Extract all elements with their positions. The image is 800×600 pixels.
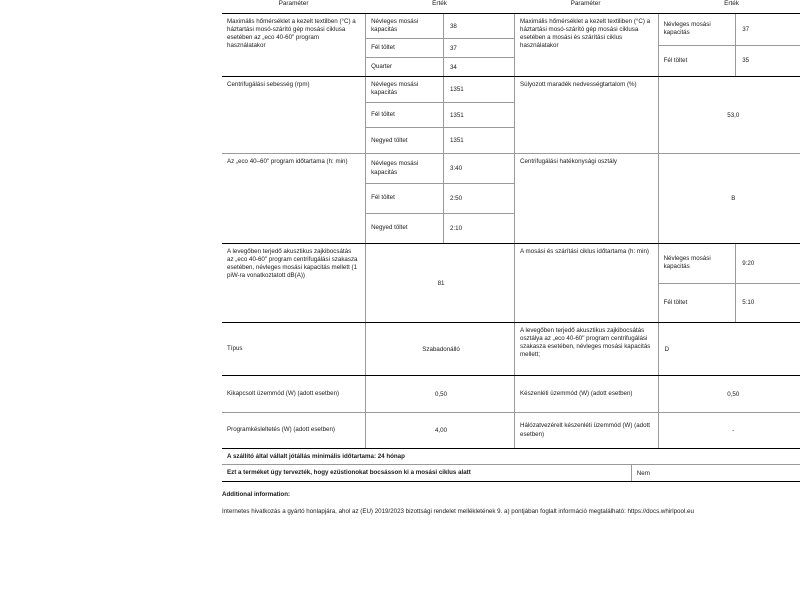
table-row [222,243,800,322]
label-nominal-capacity: Névleges mosási kapacitás [663,21,711,37]
additional-information-title: Additional information: [222,491,291,499]
label-half-load: Fél töltet [371,44,395,52]
table-header [222,0,800,13]
value-airborne-noise: 81 [365,244,514,322]
label-nominal-capacity: Névleges mosási kapacitás [371,160,419,176]
label-quarter-load: Negyed töltet [371,224,408,232]
label-half-load: Fél töltet [371,194,395,202]
value-duration-nominal: 3:40 [443,154,514,183]
value-max-temp-wd-half: 35 [735,46,800,77]
label-quarter-load: Negyed töltet [371,136,408,144]
param-standby-mode: Készenléti üzemmód (W) (adott esetben) [520,389,633,397]
value-max-temp-quarter: 34 [443,58,514,76]
label-half-load: Fél töltet [663,298,688,306]
value-duration-half: 2:50 [443,184,514,213]
value-max-temp-nominal: 38 [443,14,514,38]
value-duration-quarter: 2:10 [443,214,514,243]
warranty-text: A szállító által vállalt jótállás minimális időtartama: 24 hónap [227,453,405,460]
spec-table [222,13,800,449]
value-networked-standby: - [658,413,800,448]
param-networked-standby: Hálózatvezérelt készenléti üzemmód (W) (adott esetben) [520,422,650,438]
label-nominal-capacity: Névleges mosási kapacitás [371,81,419,97]
param-type: Típus [227,344,243,352]
value-spin-quarter: 1351 [443,128,514,153]
table-row [222,375,800,448]
header-value-left: Érték [432,0,447,7]
header-value-right: Érték [724,0,739,7]
value-noise-class: D [658,323,800,375]
param-spin-speed: Centrifugálási sebesség (rpm) [227,81,310,88]
label-quarter-load: Quarter [371,63,393,70]
value-max-temp-half: 37 [443,39,514,57]
param-washdry-duration: A mosási és szárítási ciklus időtartama (h: min) [520,248,649,255]
table-row [222,14,800,76]
param-delay-start: Programkésleltetés (W) (adott esetben) [227,426,335,434]
value-spin-half: 1351 [443,103,514,128]
param-max-temp-wash: Maximális hőmérséklet a kezelt textilben (°C) a háztartási mosó-szárító gép mosási ciklusa esetében az „eco 40-60" program használatakor [227,18,356,50]
label-half-load: Fél töltet [663,56,688,64]
param-eco-duration: Az „eco 40–60" program időtartama (h: min) [227,158,348,165]
value-washdry-half: 5:10 [735,284,800,323]
table-row [222,76,800,243]
header-parameter-right: Paraméter [570,0,601,7]
label-half-load: Fél töltet [371,110,395,118]
param-spin-efficiency-class: Centrifugálási hatékonysági osztály [520,158,617,165]
param-residual-moisture: Súlyozott maradék nedvességtartalom (%) [520,81,637,88]
microplastic-question: Ezt a terméket úgy tervezték, hogy ezüstionokat bocsásson ki a mosási ciklus alatt [227,469,471,476]
value-washdry-nominal: 9:20 [735,244,800,283]
value-off-mode: 0,50 [365,376,514,412]
value-spin-nominal: 1351 [443,77,514,102]
table-row [222,322,800,375]
additional-information-text: Internetes hivatkozás a gyártó honlapjára, ahol az (EU) 2019/2023 bizottsági rendelet mellékletének 9. a) pontjában foglalt információ megtalálható: https://docs.whirlpool.eu [222,508,694,516]
label-nominal-capacity: Névleges mosási kapacitás [663,255,711,271]
label-nominal-capacity: Névleges mosási kapacitás [371,18,419,34]
value-delay-start: 4,00 [365,413,514,448]
footer-block [222,449,800,481]
param-off-mode: Kikapcsolt üzemmód (W) (adott esetben) [227,389,340,397]
value-type: Szabadonálló [365,323,514,375]
value-max-temp-wd-nominal: 37 [735,14,800,45]
param-airborne-noise: A levegőben terjedő akusztikus zajkibocsátás az „eco 40-60" program centrifugálási szakasza esetében, névleges mosási kapacitás mellett (1 piW-ra vonatkoztatott dB(A)) [227,248,358,280]
header-parameter-left: Paraméter [278,0,309,7]
value-residual-moisture: 53,0 [658,77,800,153]
microplastic-answer: Nem [631,465,800,481]
value-standby-mode: 0,50 [658,376,800,412]
param-max-temp-washdry: Maximális hőmérséklet a kezelt textiliben (°C) a háztartási mosó-szárító gép mosási ciklusa esetében a mosási és szárítási ciklus használatakor [520,18,651,50]
value-spin-efficiency-class: B [658,154,800,243]
param-noise-class: A levegőben terjedő akusztikus zajkibocsátás osztálya az „eco 40-60" program centrifugálási szakasza esetében, névleges mosási kapacitás mellett; [520,327,651,359]
